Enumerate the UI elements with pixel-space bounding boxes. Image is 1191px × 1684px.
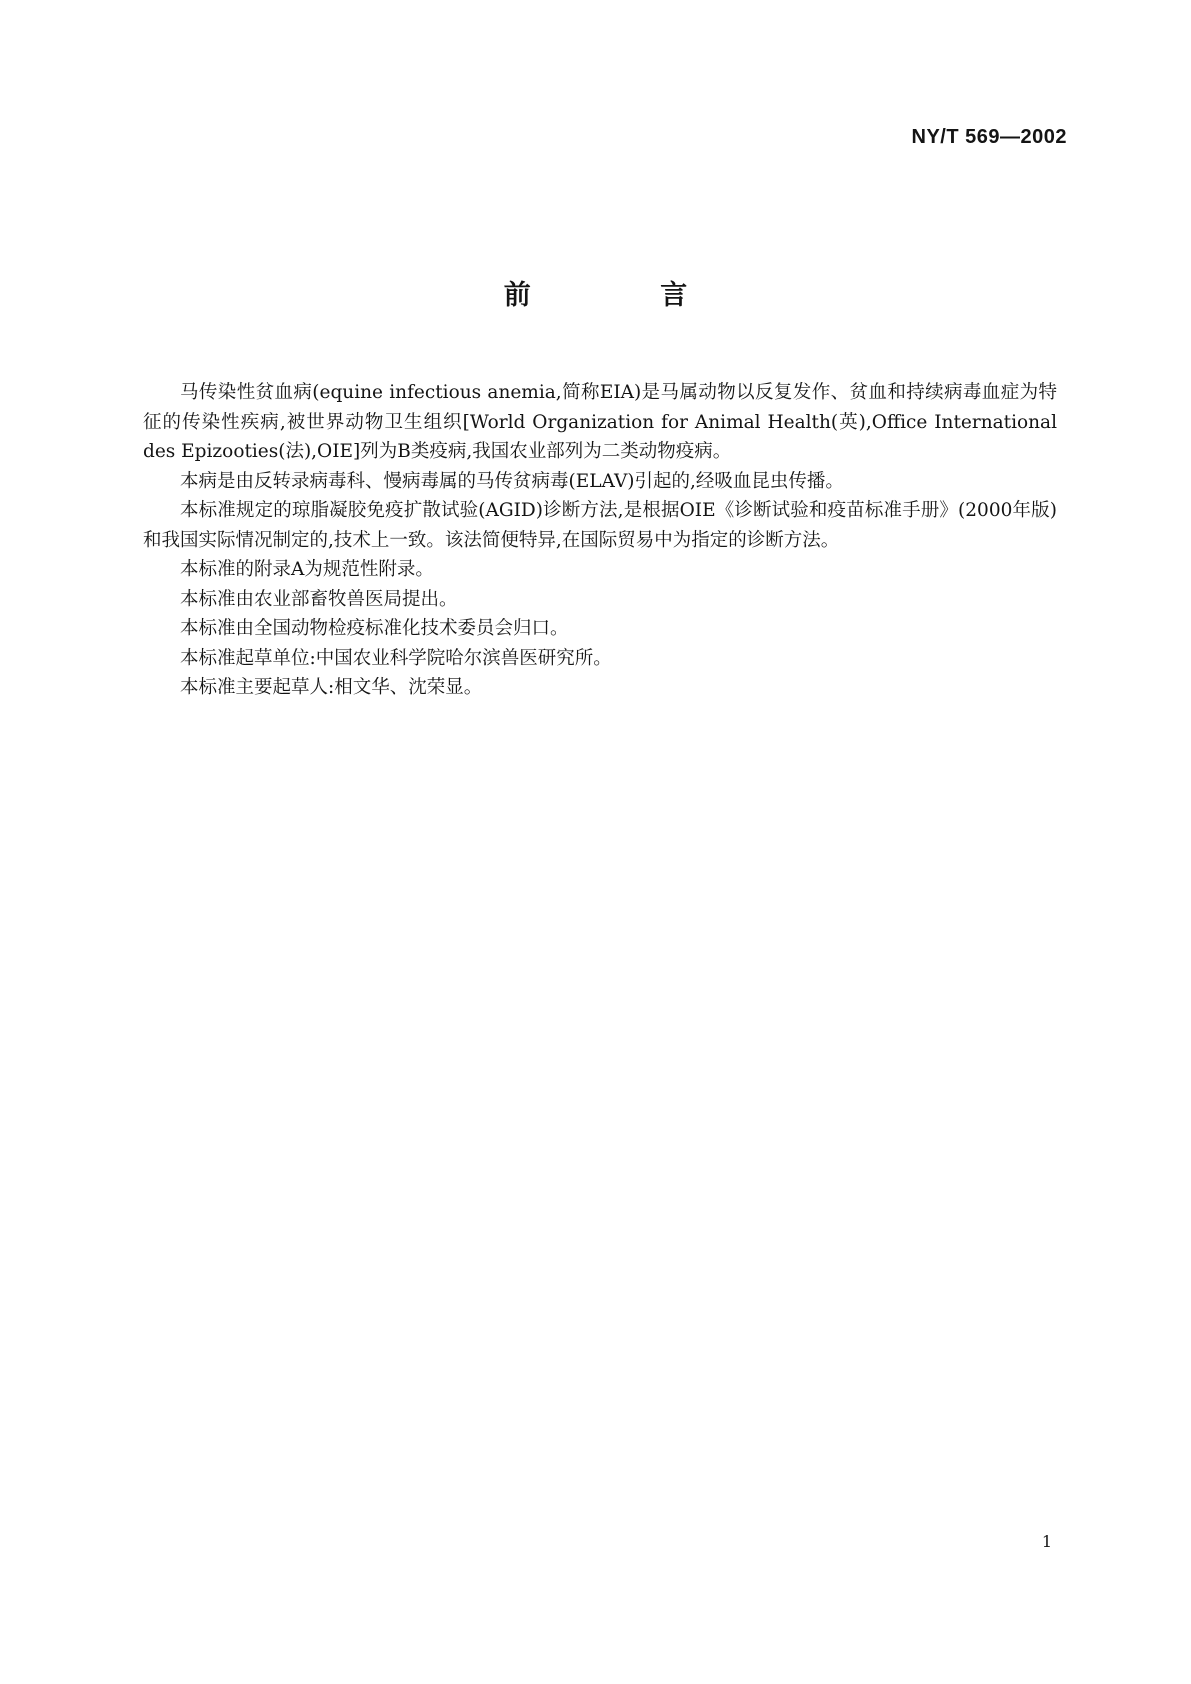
paragraph-method-basis: 本标准规定的琼脂凝胶免疫扩散试验(AGID)诊断方法,是根据OIE《诊断试验和疫苗标准手册》(2000年版)和我国实际情况制定的,技术上一致。该法简便特异,在国际贸易中为指定的诊断方法。 <box>143 500 1057 551</box>
paragraph-pathogen: 本病是由反转录病毒科、慢病毒属的马传贫病毒(ELAV)引起的,经吸血昆虫传播。 <box>180 470 844 492</box>
foreword-body <box>143 378 1057 703</box>
standard-code: NY/T 569—2002 <box>911 126 1067 148</box>
paragraph-drafting-unit: 本标准起草单位:中国农业科学院哈尔滨兽医研究所。 <box>180 647 612 669</box>
paragraph-proposed-by: 本标准由农业部畜牧兽医局提出。 <box>180 588 458 610</box>
page-title: 前 言 <box>503 280 748 311</box>
paragraph-administered-by: 本标准由全国动物检疫标准化技术委员会归口。 <box>180 618 569 639</box>
paragraph-disease-description: 马传染性贫血病(equine infectious anemia,简称EIA)是马属动物以反复发作、贫血和持续病毒血症为特征的传染性疾病,被世界动物卫生组织[World Organization for Animal Health(英),Office International des Epizooties(法),OIE]列为B类疫病,我国农业部列为二类动物疫病。 <box>143 382 1057 462</box>
page-number: 1 <box>1041 1532 1052 1551</box>
paragraph-drafters: 本标准主要起草人:相文华、沈荣显。 <box>180 677 483 698</box>
paragraph-appendix: 本标准的附录A为规范性附录。 <box>180 559 434 580</box>
